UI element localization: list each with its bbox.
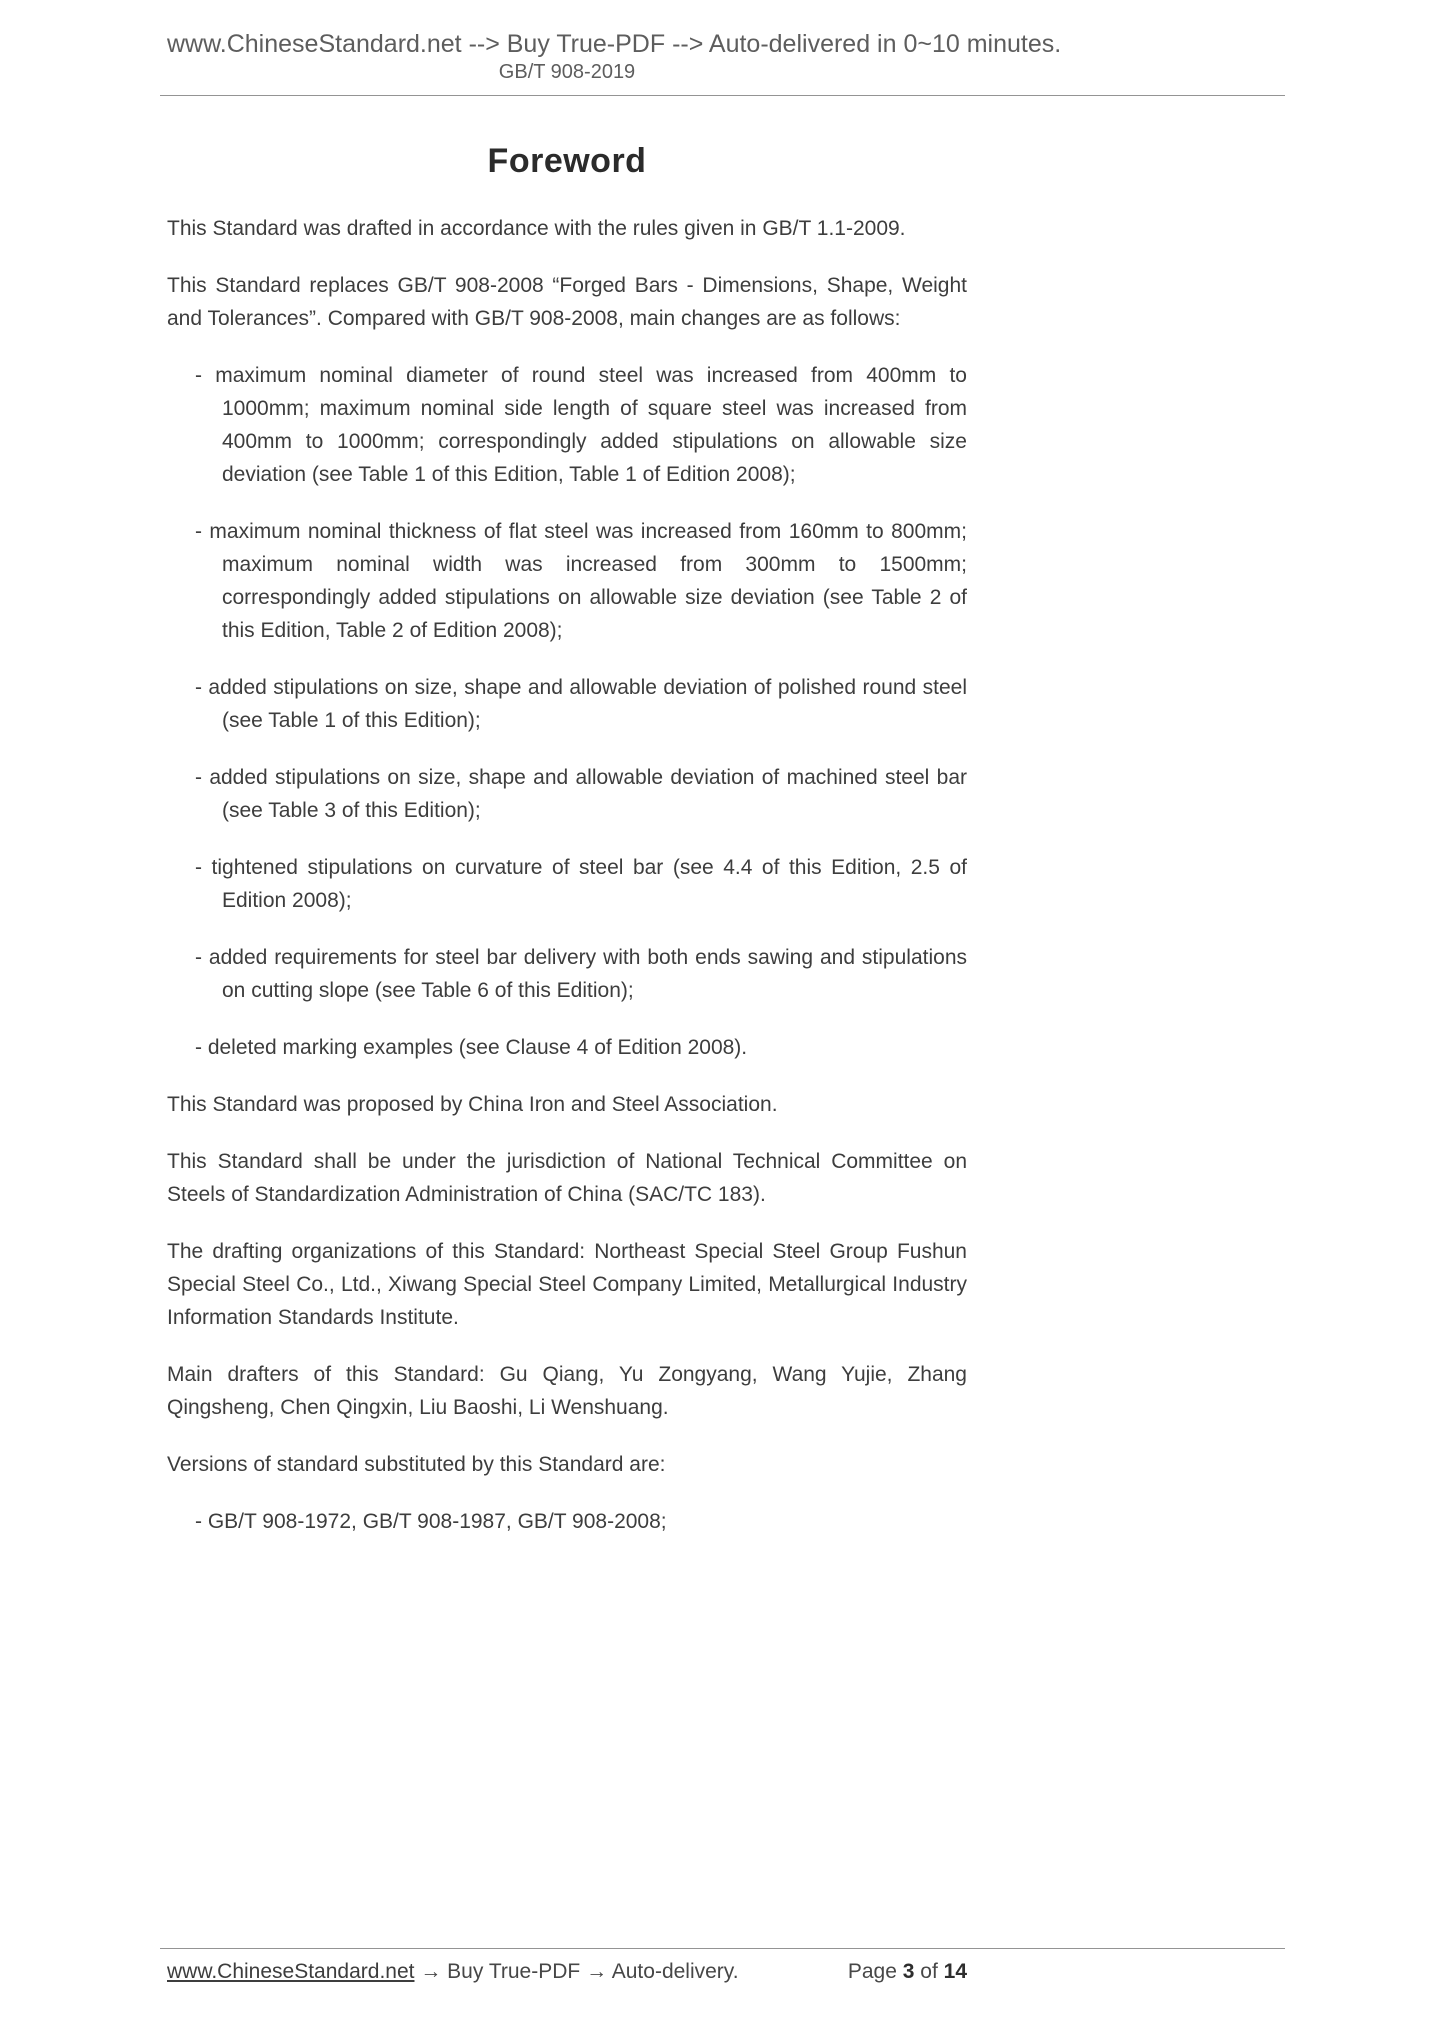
footer-delivery-label: Auto-delivery. — [611, 1960, 739, 1983]
bullet-item: - added stipulations on size, shape and allowable deviation of polished round steel (see Table 1 of this Edition); — [195, 676, 967, 732]
footer — [167, 1960, 967, 1984]
bullet-item: - maximum nominal diameter of round steel was increased from 400mm to 1000mm; maximum nominal side length of square steel was increased from 400mm to 1000mm; correspondingly added stipulations on allowable size deviation (see Table 1 of this Edition, Table 1 of Edition 2008); — [195, 364, 967, 486]
footer-info — [167, 1960, 739, 1984]
header-banner: www.ChineseStandard.net --> Buy True-PDF --> Auto-delivered in 0~10 minutes. — [167, 30, 1062, 58]
bullet-item: - deleted marking examples (see Clause 4 of Edition 2008). — [195, 1036, 748, 1059]
of-word: of — [920, 1960, 938, 1983]
paragraph: This Standard replaces GB/T 908-2008 “Forged Bars - Dimensions, Shape, Weight and Tolerances”. Compared with GB/T 908-2008, main changes are as follows: — [167, 274, 967, 330]
header-rule — [160, 95, 1285, 96]
arrow-right-icon: → — [586, 1960, 608, 1983]
bullet-item: - GB/T 908-1972, GB/T 908-1987, GB/T 908-2008; — [195, 1510, 667, 1533]
paragraph: Versions of standard substituted by this Standard are: — [167, 1453, 666, 1476]
document-body — [167, 212, 967, 1562]
bullet-item: - added stipulations on size, shape and allowable deviation of machined steel bar (see Table 3 of this Edition); — [195, 766, 967, 822]
paragraph: This Standard shall be under the jurisdiction of National Technical Committee on Steels of Standardization Administration of China (SAC/TC 183). — [167, 1150, 967, 1206]
arrow-right-icon: → — [420, 1960, 442, 1983]
header-doc-code: GB/T 908-2019 — [498, 61, 636, 83]
page-title: Foreword — [487, 142, 647, 180]
paragraph: This Standard was drafted in accordance with the rules given in GB/T 1.1-2009. — [167, 217, 906, 240]
bullet-item: - added requirements for steel bar delivery with both ends sawing and stipulations on cutting slope (see Table 6 of this Edition); — [195, 946, 967, 1002]
page-word: Page — [847, 1960, 897, 1983]
bullet-item: - maximum nominal thickness of flat steel was increased from 160mm to 800mm; maximum nominal width was increased from 300mm to 1500mm; correspondingly added stipulations on allowable size deviation (see Table 2 of this Edition, Table 2 of Edition 2008); — [195, 520, 967, 642]
footer-buy-label: Buy True-PDF — [447, 1960, 581, 1983]
page-indicator — [848, 1960, 967, 1984]
page-total: 14 — [943, 1960, 967, 1983]
footer-rule — [160, 1948, 1285, 1949]
paragraph: The drafting organizations of this Standard: Northeast Special Steel Group Fushun Special Steel Co., Ltd., Xiwang Special Steel Company Limited, Metallurgical Industry Information Standards Institute. — [167, 1240, 967, 1329]
paragraph: This Standard was proposed by China Iron and Steel Association. — [167, 1093, 778, 1116]
paragraph: Main drafters of this Standard: Gu Qiang, Yu Zongyang, Wang Yujie, Zhang Qingsheng, Chen Qingxin, Liu Baoshi, Li Wenshuang. — [167, 1363, 967, 1419]
footer-site-link[interactable]: www.ChineseStandard.net — [167, 1960, 415, 1983]
page-number: 3 — [902, 1960, 915, 1983]
bullet-item: - tightened stipulations on curvature of steel bar (see 4.4 of this Edition, 2.5 of Edition 2008); — [195, 856, 967, 912]
